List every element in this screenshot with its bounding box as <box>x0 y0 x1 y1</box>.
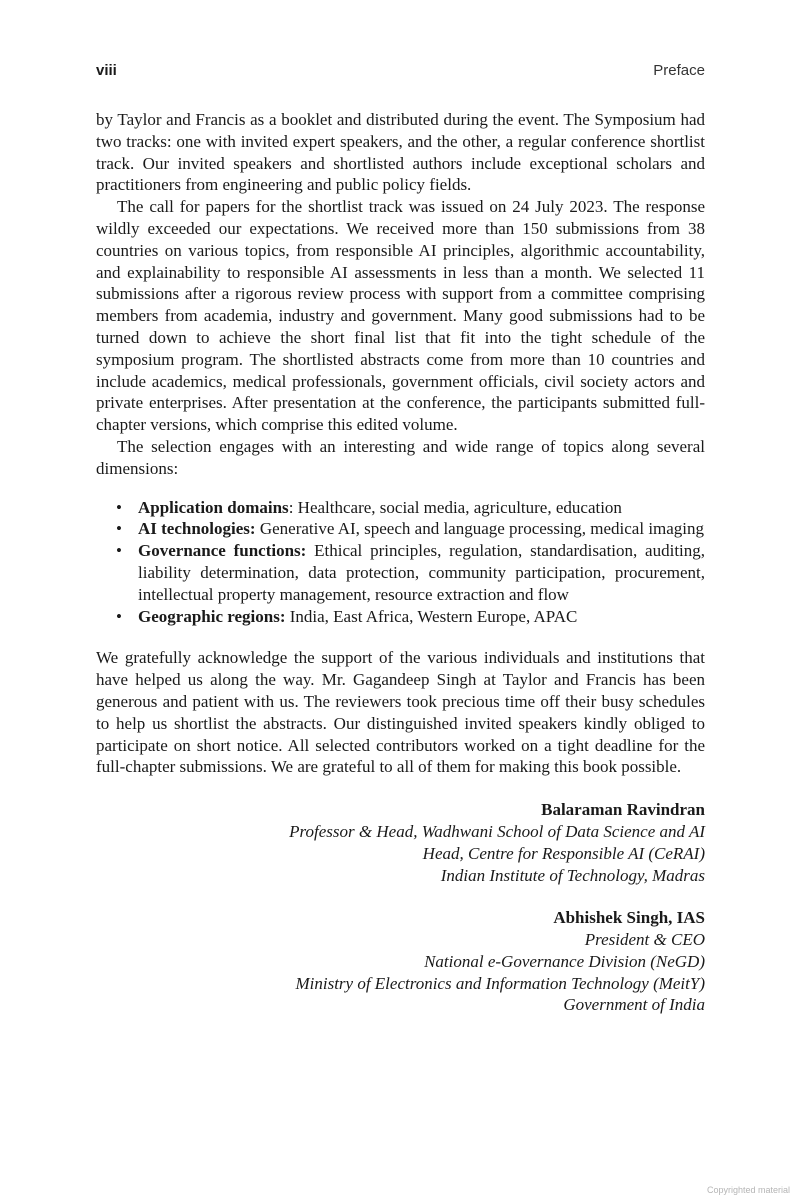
copyright-notice: Copyrighted material <box>706 1185 790 1195</box>
signatory-role: Ministry of Electronics and Information Technology (MeitY) <box>295 973 705 993</box>
list-item-text: Ethical principles, regulation, standardisation, auditing, liability determination, data protection, community participation, procurement, intellectual property management, resource extraction and flow <box>138 541 706 604</box>
list-item <box>96 497 705 519</box>
signatory-role: President & CEO <box>584 930 705 950</box>
bullet-icon: • <box>116 541 122 561</box>
paragraph-continued: by Taylor and Francis as a booklet and distributed during the event. The Symposium had two tracks: one with invited expert speakers, and the other, a regular conference shortlist track. Our invited speakers and shortlisted authors include exceptional scholars and practitioners from engineering and public policy fields. <box>96 110 705 195</box>
list-item-term: Governance functions: <box>138 541 307 561</box>
paragraph-acknowledgement: We gratefully acknowledge the support of the various individuals and institutions that have helped us along the way. Mr. Gagandeep Singh at Taylor and Francis has been generous and patient with us. The reviewers took precious time off their busy schedules to help us shortlist the abstracts. Our distinguished invited speakers kindly obliged to participate on short notice. All selected contributors worked on a tight deadline for the full-chapter submissions. We are grateful to all of them for making this book possible. <box>96 648 705 777</box>
paragraph-call-for-papers: The call for papers for the shortlist track was issued on 24 July 2023. The response wildly exceeded our expectations. We received more than 150 submissions from 38 countries on various topics, from responsible AI principles, algorithmic accountability, and explainability to responsible AI assessments in less than a month. We selected 11 submissions after a rigorous review process with support from a committee comprising members from academia, industry and government. Many good submissions had to be turned down to achieve the short final list that fit into the tight schedule of the symposium program. The shortlisted abstracts come from more than 10 countries and include academics, medical professionals, government officials, civil society actors and private enterprises. After presentation at the conference, the participants submitted full-chapter versions, which comprise this edited volume. <box>96 197 705 435</box>
signature-block <box>96 799 705 886</box>
list-item <box>96 518 705 540</box>
list-item-text: India, East Africa, Western Europe, APAC <box>289 606 578 626</box>
list-item <box>96 606 705 628</box>
list-item-text: Healthcare, social media, agriculture, education <box>297 497 622 517</box>
page-number: viii <box>96 62 117 79</box>
signatory-name: Abhishek Singh, IAS <box>553 908 705 928</box>
signature-block <box>96 907 705 1016</box>
page-header <box>96 58 705 86</box>
list-item-separator: : <box>288 497 298 517</box>
bullet-icon: • <box>116 497 122 517</box>
signatory-role: Government of India <box>563 995 705 1015</box>
list-item-term: Geographic regions: <box>138 606 286 626</box>
list-item-term: Application domains <box>138 497 289 517</box>
running-head: Preface <box>653 62 705 79</box>
list-item-text: Generative AI, speech and language processing, medical imaging <box>259 519 705 539</box>
signatory-role: Indian Institute of Technology, Madras <box>440 865 705 885</box>
signatory-name: Balaraman Ravindran <box>541 800 705 820</box>
list-item-separator <box>306 541 314 560</box>
bullet-icon: • <box>116 606 122 626</box>
bullet-icon: • <box>116 519 122 539</box>
paragraph-selection: The selection engages with an interesting and wide range of topics along several dimensions: <box>96 436 705 478</box>
dimensions-list <box>96 497 705 628</box>
list-item <box>96 540 705 605</box>
list-item-term: AI technologies: <box>138 519 256 539</box>
signatory-role: Head, Centre for Responsible AI (CeRAI) <box>422 843 705 863</box>
signatory-role: Professor & Head, Wadhwani School of Data Science and AI <box>289 821 705 841</box>
signatory-role: National e-Governance Division (NeGD) <box>424 951 705 971</box>
page-body <box>96 109 705 1016</box>
